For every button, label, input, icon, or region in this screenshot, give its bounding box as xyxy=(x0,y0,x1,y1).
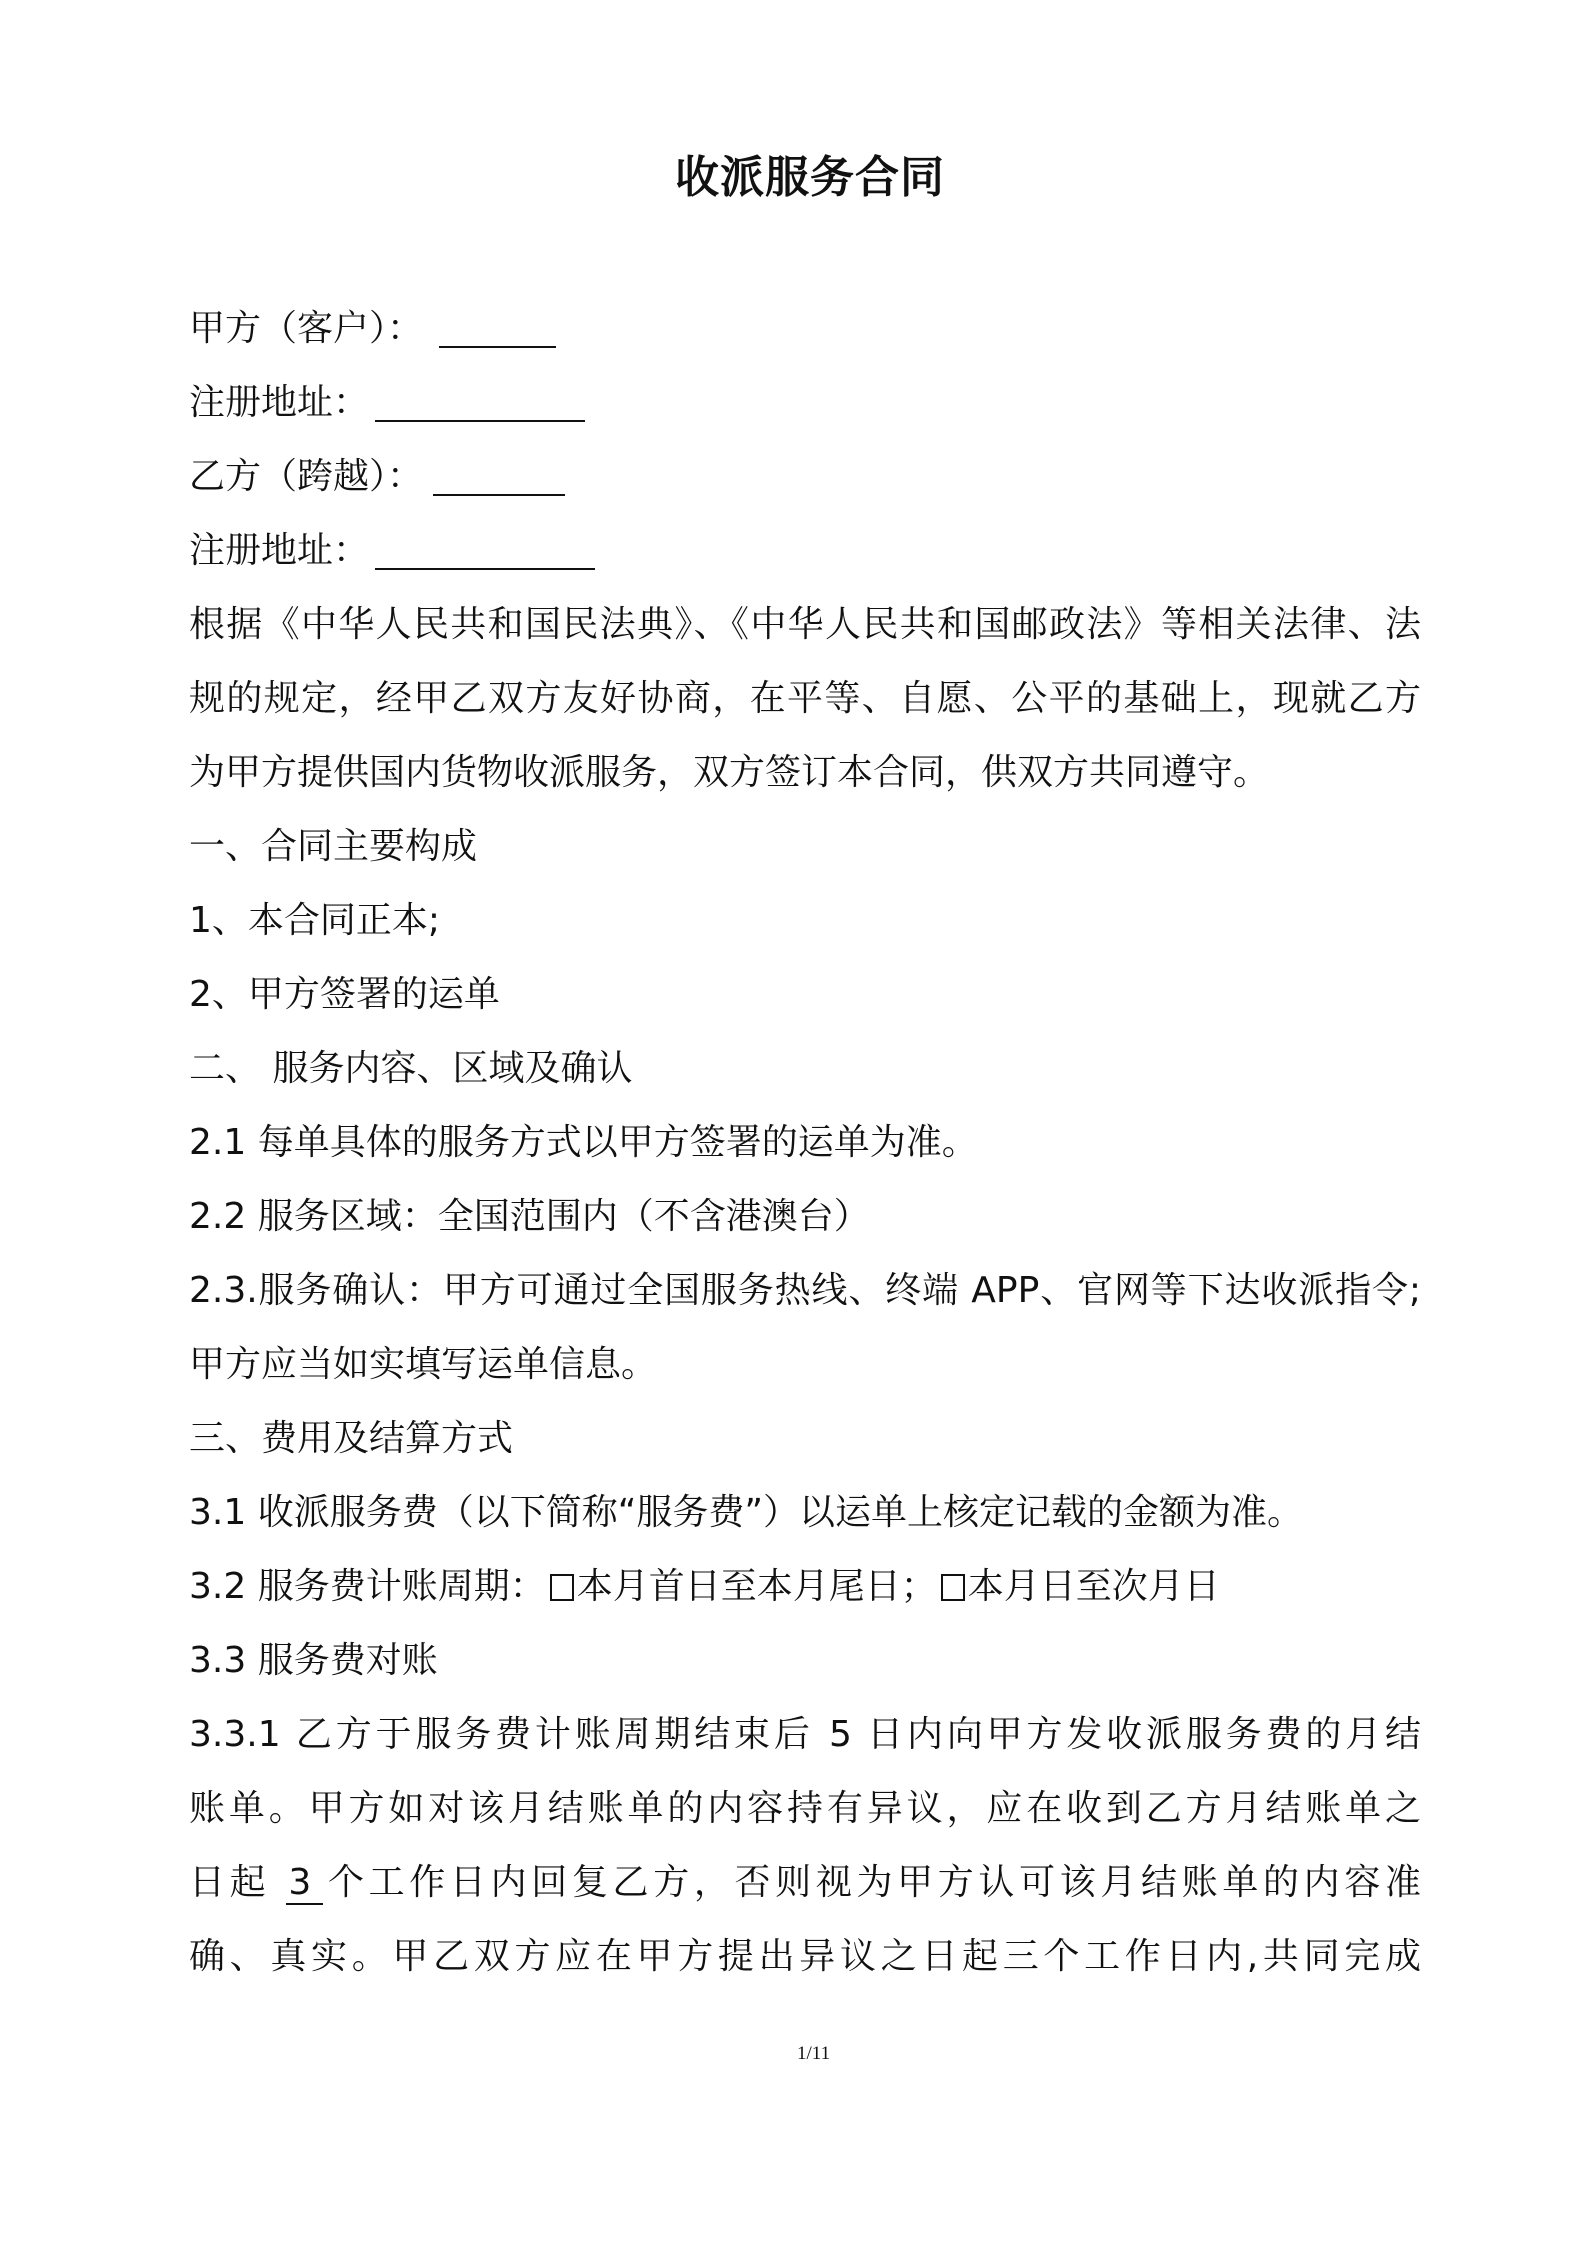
clause-3-1: 3.1 收派服务费（以下简称“服务费”）以运单上核定记载的金额为准。 xyxy=(189,1492,1303,1533)
clause-2-1: 2.1 每单具体的服务方式以甲方签署的运单为准。 xyxy=(189,1122,978,1163)
clause-1-1: 1、本合同正本; xyxy=(189,900,441,941)
page-number: 1/11 xyxy=(797,2043,831,2064)
clause-3-3-1-line xyxy=(189,1846,1421,1920)
clause-1-2: 2、甲方签署的运单 xyxy=(189,974,500,1015)
reply-days-suffix: 个工作日内回复乙方，否则视为甲方认可该月结账单的内容准 xyxy=(323,1862,1421,1903)
document-title: 收派服务合同 xyxy=(675,152,945,203)
clause-2-2: 2.2 服务区域：全国范围内（不含港澳台） xyxy=(189,1196,870,1237)
billing-option-1-label: 本月首日至本月尾日； xyxy=(576,1566,937,1607)
party-a-label: 甲方（客户）： xyxy=(189,308,424,349)
document-body xyxy=(189,292,1421,1994)
section-3-heading: 三、费用及结算方式 xyxy=(189,1418,514,1459)
section-1-heading: 一、合同主要构成 xyxy=(189,826,478,867)
party-a-address-blank xyxy=(375,420,585,422)
clause-3-3-1-line: 3.3.1 乙方于服务费计账周期结束后 5 日内向甲方发收派服务费的月结 xyxy=(189,1714,1421,1755)
party-a-address-line xyxy=(189,366,1421,440)
clause-3-3-1-line: 确、真实。甲乙双方应在甲方提出异议之日起三个工作日内,共同完成 xyxy=(189,1936,1421,1977)
clause-2-3-line: 2.3.服务确认：甲方可通过全国服务热线、终端 APP、官网等下达收派指令; xyxy=(189,1270,1421,1311)
party-b-address-blank xyxy=(375,568,595,570)
billing-option-2-label: 本月日至次月日 xyxy=(967,1566,1220,1607)
preamble-line: 根据《中华人民共和国民法典》、《中华人民共和国邮政法》等相关法律、法 xyxy=(189,604,1421,645)
party-a-line xyxy=(189,292,1421,366)
preamble-line: 为甲方提供国内货物收派服务，双方签订本合同，供双方共同遵守。 xyxy=(189,752,1270,793)
billing-option-1-checkbox xyxy=(550,1574,574,1601)
billing-option-2-checkbox xyxy=(941,1574,965,1601)
clause-2-3-line: 甲方应当如实填写运单信息。 xyxy=(189,1344,658,1385)
clause-3-3-1-line: 账单。甲方如对该月结账单的内容持有异议，应在收到乙方月结账单之 xyxy=(189,1788,1421,1829)
party-a-name-blank xyxy=(439,346,556,348)
party-b-address-label: 注册地址： xyxy=(189,530,370,571)
reply-days-prefix: 日起 xyxy=(189,1862,287,1903)
party-a-address-label: 注册地址： xyxy=(189,382,370,423)
preamble-line: 规的规定，经甲乙双方友好协商，在平等、自愿、公平的基础上，现就乙方 xyxy=(189,678,1421,719)
party-b-address-line xyxy=(189,514,1421,588)
billing-period-label: 3.2 服务费计账周期： xyxy=(189,1566,546,1607)
party-b-line xyxy=(189,440,1421,514)
party-b-name-blank xyxy=(433,494,565,496)
party-b-label: 乙方（跨越）： xyxy=(189,456,424,497)
clause-3-3-heading: 3.3 服务费对账 xyxy=(189,1640,438,1681)
reply-days-filled-blank: 3 xyxy=(286,1863,323,1905)
section-2-heading: 二、 服务内容、区域及确认 xyxy=(189,1048,633,1089)
clause-3-2 xyxy=(189,1550,1421,1624)
